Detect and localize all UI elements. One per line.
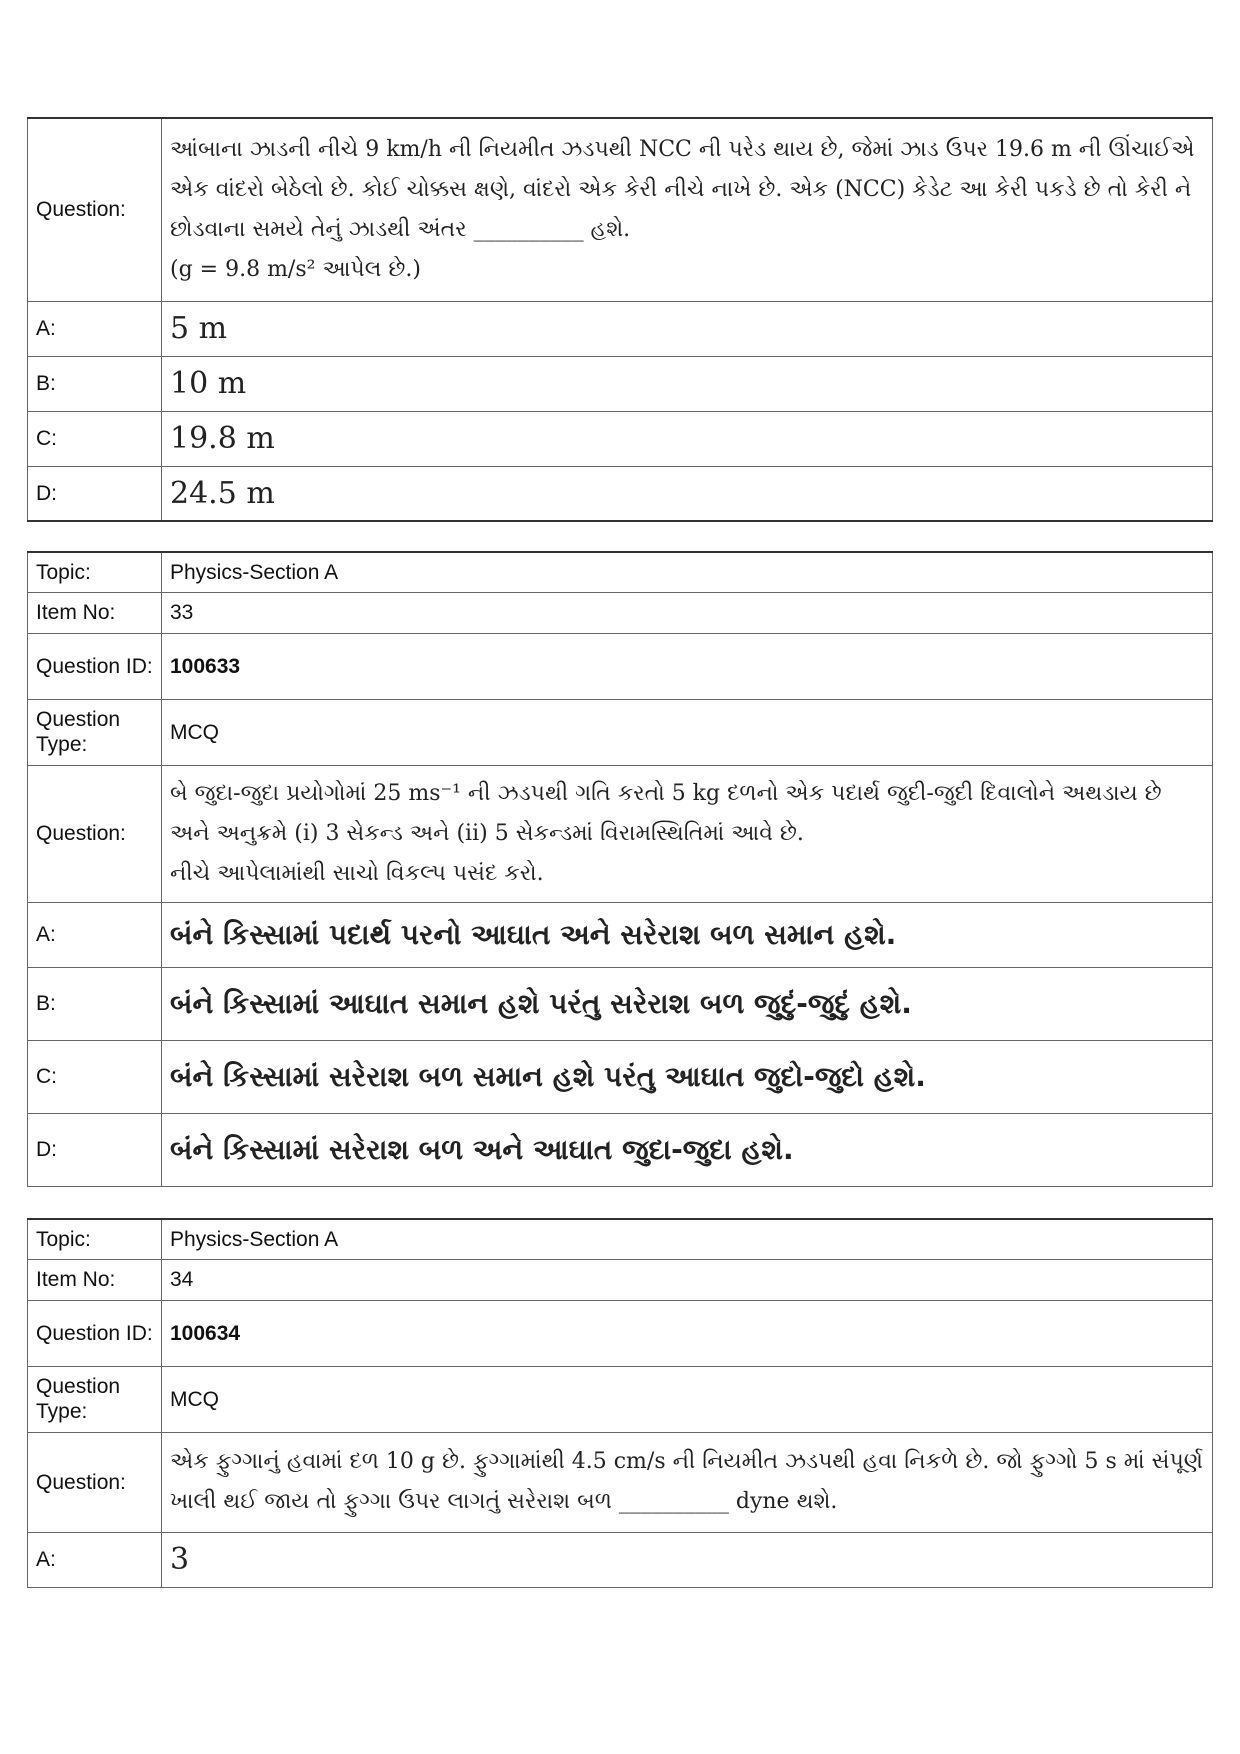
question-line: ખાલી થઈ જાય તો ફુગ્ગા ઉપર લાગતું સરેરાશ બળ __________ dyne થશે. <box>170 1489 838 1514</box>
question-id-value: 100634 <box>162 1300 1213 1366</box>
question-table-2 <box>27 551 1213 1187</box>
option-a-text: બંને કિસ્સામાં પદાર્થ પરનો આઘાત અને સરેરાશ બળ સમાન હશે. <box>162 902 1213 967</box>
question-label: Question: <box>28 1432 162 1532</box>
question-line: છોડવાના સમયે તેનું ઝાડથી અંતર __________ હશે. <box>170 216 631 242</box>
topic-label: Topic: <box>28 1219 162 1259</box>
question-type-value: MCQ <box>162 1366 1213 1432</box>
option-a-label: A: <box>28 902 162 967</box>
option-c-label: C: <box>28 1040 162 1113</box>
option-b-label: B: <box>28 967 162 1040</box>
question-line: એક વાંદરો બેઠેલો છે. કોઈ ચોક્કસ ક્ષણે, વાંદરો એક કેરી નીચે નાખે છે. એક (NCC) કેડેટ આ કેરી પકડે છે તો કેરી ને <box>170 176 1192 202</box>
question-type-label: Question Type: <box>28 1366 162 1432</box>
option-b-label: B: <box>28 356 162 411</box>
question-table-1 <box>27 117 1213 522</box>
question-id-label: Question ID: <box>28 633 162 699</box>
question-text <box>162 765 1213 902</box>
question-line: (g = 9.8 m/s² આપેલ છે.) <box>170 256 421 282</box>
question-label: Question: <box>28 118 162 301</box>
question-text <box>162 118 1213 301</box>
option-c-label: C: <box>28 411 162 466</box>
topic-value: Physics-Section A <box>162 552 1213 592</box>
option-a-text: 3 <box>162 1532 1213 1587</box>
question-text <box>162 1432 1213 1532</box>
question-id-label: Question ID: <box>28 1300 162 1366</box>
option-c-text: 19.8 m <box>162 411 1213 466</box>
option-d-text: બંને કિસ્સામાં સરેરાશ બળ અને આઘાત જુદા-જુદા હશે. <box>162 1113 1213 1186</box>
option-d-text: 24.5 m <box>162 466 1213 521</box>
question-type-label: Question Type: <box>28 699 162 765</box>
item-no-label: Item No: <box>28 592 162 633</box>
option-d-label: D: <box>28 1113 162 1186</box>
item-no-value: 34 <box>162 1259 1213 1300</box>
question-label: Question: <box>28 765 162 902</box>
option-b-text: 10 m <box>162 356 1213 411</box>
option-b-text: બંને કિસ્સામાં આઘાત સમાન હશે પરંતુ સરેરાશ બળ જુદું-જુદું હશે. <box>162 967 1213 1040</box>
question-type-value: MCQ <box>162 699 1213 765</box>
question-line: નીચે આપેલામાંથી સાચો વિકલ્પ પસંદ કરો. <box>170 860 544 886</box>
topic-value: Physics-Section A <box>162 1219 1213 1259</box>
question-line: બે જુદા-જુદા પ્રયોગોમાં 25 ms⁻¹ ની ઝડપથી ગતિ કરતો 5 kg દળનો એક પદાર્થ જુદી-જુદી દિવાલોને અથડાય છે <box>170 780 1162 806</box>
option-c-text: બંને કિસ્સામાં સરેરાશ બળ સમાન હશે પરંતુ આઘાત જુદો-જુદો હશે. <box>162 1040 1213 1113</box>
option-a-label: A: <box>28 301 162 356</box>
question-id-value: 100633 <box>162 633 1213 699</box>
question-line: અને અનુક્રમે (i) 3 સેકન્ડ અને (ii) 5 સેકન્ડમાં વિરામસ્થિતિમાં આવે છે. <box>170 820 804 846</box>
item-no-value: 33 <box>162 592 1213 633</box>
option-d-label: D: <box>28 466 162 521</box>
option-a-text: 5 m <box>162 301 1213 356</box>
item-no-label: Item No: <box>28 1259 162 1300</box>
question-line: એક ફુગ્ગાનું હવામાં દળ 10 g છે. ફુગ્ગામાંથી 4.5 cm/s ની નિયમીત ઝડપથી હવા નિકળે છે. જો ફુગ્ગો 5 s માં સંપૂર્ણ <box>170 1449 1203 1474</box>
option-a-label: A: <box>28 1532 162 1587</box>
question-table-3 <box>27 1218 1213 1588</box>
question-line: આંબાના ઝાડની નીચે 9 km/h ની નિયમીત ઝડપથી NCC ની પરેડ થાય છે, જેમાં ઝાડ ઉપર 19.6 m ની ઊંચાઈએ <box>170 136 1195 162</box>
topic-label: Topic: <box>28 552 162 592</box>
